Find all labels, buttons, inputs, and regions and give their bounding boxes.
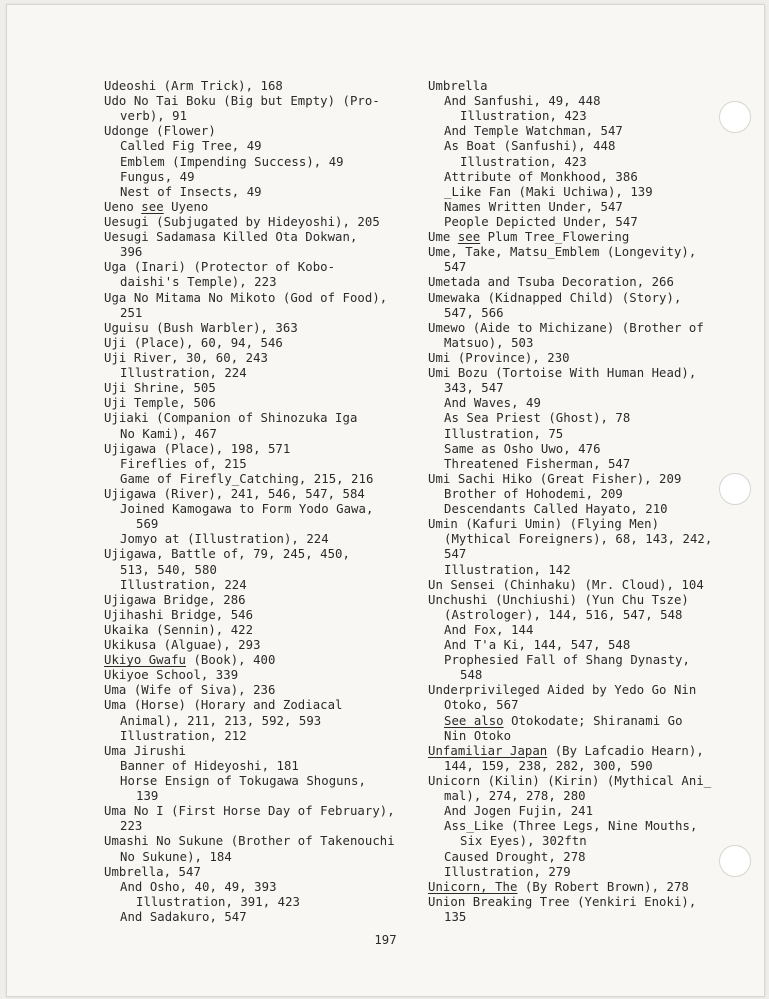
entry-text: (By Robert Brown), 278 — [517, 879, 689, 894]
index-entry — [428, 230, 748, 245]
index-entry: And Temple Watchman, 547 — [444, 124, 623, 139]
index-entry: Uma (Wife of Siva), 236 — [104, 683, 276, 698]
entry-text: Ume — [428, 230, 458, 245]
index-entry: Jomyo at (Illustration), 224 — [120, 532, 329, 547]
index-entry: mal), 274, 278, 280 — [444, 789, 586, 804]
index-entry: Uji River, 30, 60, 243 — [104, 350, 268, 365]
underlined-reference: Ukiyo Gwafu — [104, 653, 186, 668]
index-entry: 547 — [444, 260, 467, 275]
index-entry: Umin (Kafuri Umin) (Flying Men) — [428, 517, 660, 532]
index-entry — [428, 714, 748, 729]
index-entry: Game of Firefly_Catching, 215, 216 — [120, 471, 374, 486]
index-entry: Horse Ensign of Tokugawa Shoguns, — [120, 774, 366, 789]
index-entry: Illustration, 279 — [444, 864, 571, 879]
entry-text: (By Lafcadio Hearn), — [547, 743, 704, 758]
index-entry: Caused Drought, 278 — [444, 849, 586, 864]
index-entry: Umetada and Tsuba Decoration, 266 — [428, 275, 674, 290]
index-entry: _Like Fan (Maki Uchiwa), 139 — [444, 184, 653, 199]
index-entry: Ukaika (Sennin), 422 — [104, 622, 254, 637]
index-entry: Uji Temple, 506 — [104, 396, 216, 411]
index-entry: Union Breaking Tree (Yenkiri Enoki), — [428, 894, 697, 909]
index-entry: Ume, Take, Matsu_Emblem (Longevity), — [428, 245, 697, 260]
index-entry: Uma (Horse) (Horary and Zodiacal — [104, 698, 343, 713]
entry-text: (Book), 400 — [186, 653, 276, 668]
index-entry: 223 — [120, 819, 143, 834]
underlined-reference: Unfamiliar Japan — [428, 743, 548, 758]
index-entry: Ujigawa, Battle of, 79, 245, 450, — [104, 547, 350, 562]
index-entry: Ujihashi Bridge, 546 — [104, 607, 254, 622]
index-entry: Uguisu (Bush Warbler), 363 — [104, 320, 298, 335]
index-entry: Same as Osho Uwo, 476 — [444, 441, 601, 456]
index-entry: Udo No Tai Boku (Big but Empty) (Pro- — [104, 94, 380, 109]
index-entry: Ujigawa (River), 241, 546, 547, 584 — [104, 486, 365, 501]
index-entry: And Jogen Fujin, 241 — [444, 804, 594, 819]
entry-text: Ueno — [104, 199, 142, 214]
index-entry: Uesugi Sadamasa Killed Ota Dokwan, — [104, 230, 358, 245]
index-entry: Fireflies of, 215 — [120, 456, 247, 471]
index-entry: Ujiaki (Companion of Shinozuka Iga — [104, 411, 358, 426]
index-entry: Umi Bozu (Tortoise With Human Head), — [428, 366, 697, 381]
index-entry: Brother of Hohodemi, 209 — [444, 486, 623, 501]
index-entry: 569 — [136, 517, 159, 532]
index-entry: Uesugi (Subjugated by Hideyoshi), 205 — [104, 214, 380, 229]
index-entry: Ukikusa (Alguae), 293 — [104, 638, 261, 653]
index-entry: Umbrella — [428, 79, 488, 93]
index-entry: Illustration, 423 — [460, 109, 587, 124]
index-entry: Nest of Insects, 49 — [120, 184, 262, 199]
index-entry: Illustration, 224 — [120, 366, 247, 381]
index-entry: 513, 540, 580 — [120, 562, 217, 577]
index-entry: 547, 566 — [444, 305, 504, 320]
index-entry: Animal), 211, 213, 592, 593 — [120, 713, 322, 728]
index-entry: Matsuo), 503 — [444, 335, 534, 350]
page-number: 197 — [374, 933, 397, 947]
index-entry: verb), 91 — [120, 109, 188, 124]
index-entry: And T'a Ki, 144, 547, 548 — [444, 638, 631, 653]
index-column-left — [104, 79, 414, 925]
index-entry: And Waves, 49 — [444, 396, 541, 411]
index-entry: And Sadakuro, 547 — [120, 910, 247, 925]
index-entry: Uji (Place), 60, 94, 546 — [104, 335, 283, 350]
index-column-right — [428, 79, 748, 925]
index-entry: Umbrella, 547 — [104, 864, 201, 879]
index-entry: No Kami), 467 — [120, 426, 217, 441]
index-entry: Underprivileged Aided by Yedo Go Nin — [428, 683, 697, 698]
index-entry: daishi's Temple), 223 — [120, 275, 277, 290]
entry-text: Uyeno — [163, 199, 209, 214]
index-entry: People Depicted Under, 547 — [444, 214, 638, 229]
index-entry: Unchushi (Unchiushi) (Yun Chu Tsze) — [428, 592, 689, 607]
index-entry: Unicorn (Kilin) (Kirin) (Mythical Ani_ — [428, 774, 712, 789]
index-entry: Threatened Fisherman, 547 — [444, 456, 631, 471]
index-entry — [104, 653, 414, 668]
index-entry: Six Eyes), 302ftn — [460, 834, 587, 849]
index-entry: Ujigawa (Place), 198, 571 — [104, 441, 291, 456]
index-entry: 144, 159, 238, 282, 300, 590 — [444, 758, 653, 773]
index-entry: Uma Jirushi — [104, 743, 186, 758]
index-page — [6, 4, 765, 997]
index-entry: Nin Otoko — [444, 728, 512, 743]
index-entry: (Mythical Foreigners), 68, 143, 242, — [444, 532, 713, 547]
index-entry: 396 — [120, 245, 143, 260]
index-entry: Names Written Under, 547 — [444, 199, 623, 214]
index-entry: 548 — [460, 668, 483, 683]
index-entry: (Astrologer), 144, 516, 547, 548 — [444, 607, 683, 622]
index-entry: Uga No Mitama No Mikoto (God of Food), — [104, 290, 388, 305]
index-entry: 343, 547 — [444, 381, 504, 396]
underlined-reference: See also — [444, 713, 504, 728]
index-entry: Udonge (Flower) — [104, 124, 216, 139]
index-entry — [104, 200, 414, 215]
index-entry: Un Sensei (Chinhaku) (Mr. Cloud), 104 — [428, 577, 704, 592]
index-entry: And Sanfushi, 49, 448 — [444, 94, 601, 109]
index-entry: And Osho, 40, 49, 393 — [120, 879, 277, 894]
index-entry: Illustration, 142 — [444, 562, 571, 577]
underlined-reference: see — [457, 230, 481, 245]
index-entry — [428, 744, 748, 759]
index-entry: Illustration, 391, 423 — [136, 894, 300, 909]
index-entry — [428, 880, 748, 895]
index-entry: As Sea Priest (Ghost), 78 — [444, 411, 631, 426]
index-entry: Uga (Inari) (Protector of Kobo- — [104, 260, 336, 275]
index-entry: Illustration, 423 — [460, 154, 587, 169]
index-entry: Uma No I (First Horse Day of February), — [104, 804, 395, 819]
index-entry: Umewo (Aide to Michizane) (Brother of — [428, 320, 704, 335]
index-entry: Joined Kamogawa to Form Yodo Gawa, — [120, 502, 374, 517]
index-entry: Attribute of Monkhood, 386 — [444, 169, 638, 184]
index-entry: Fungus, 49 — [120, 169, 195, 184]
entry-text: Otokodate; Shiranami Go — [503, 713, 683, 728]
index-entry: As Boat (Sanfushi), 448 — [444, 139, 616, 154]
index-entry: Descendants Called Hayato, 210 — [444, 502, 668, 517]
index-entry: Ukiyoe School, 339 — [104, 668, 239, 683]
index-entry: Emblem (Impending Success), 49 — [120, 154, 344, 169]
index-entry: Umashi No Sukune (Brother of Takenouchi — [104, 834, 395, 849]
index-entry: No Sukune), 184 — [120, 849, 232, 864]
index-entry: And Fox, 144 — [444, 622, 534, 637]
index-entry: Umi (Province), 230 — [428, 350, 570, 365]
index-entry: 547 — [444, 547, 467, 562]
index-entry: Banner of Hideyoshi, 181 — [120, 758, 299, 773]
index-entry: Illustration, 212 — [120, 728, 247, 743]
index-entry: Umewaka (Kidnapped Child) (Story), — [428, 290, 682, 305]
underlined-reference: Unicorn, The — [428, 879, 518, 894]
index-entry: Udeoshi (Arm Trick), 168 — [104, 79, 283, 93]
index-entry: Called Fig Tree, 49 — [120, 139, 262, 154]
index-entry: Prophesied Fall of Shang Dynasty, — [444, 653, 690, 668]
underlined-reference: see — [141, 199, 164, 214]
index-entry: 251 — [120, 305, 143, 320]
index-entry: 135 — [444, 910, 467, 925]
index-entry: Otoko, 567 — [444, 698, 519, 713]
index-entry: Illustration, 224 — [120, 577, 247, 592]
index-entry: Ujigawa Bridge, 286 — [104, 592, 246, 607]
entry-text: Plum Tree_Flowering — [480, 230, 630, 245]
index-entry: Umi Sachi Hiko (Great Fisher), 209 — [428, 471, 682, 486]
index-entry: Uji Shrine, 505 — [104, 381, 216, 396]
index-entry: Illustration, 75 — [444, 426, 564, 441]
index-entry: 139 — [136, 789, 159, 804]
index-entry: Ass_Like (Three Legs, Nine Mouths, — [444, 819, 698, 834]
